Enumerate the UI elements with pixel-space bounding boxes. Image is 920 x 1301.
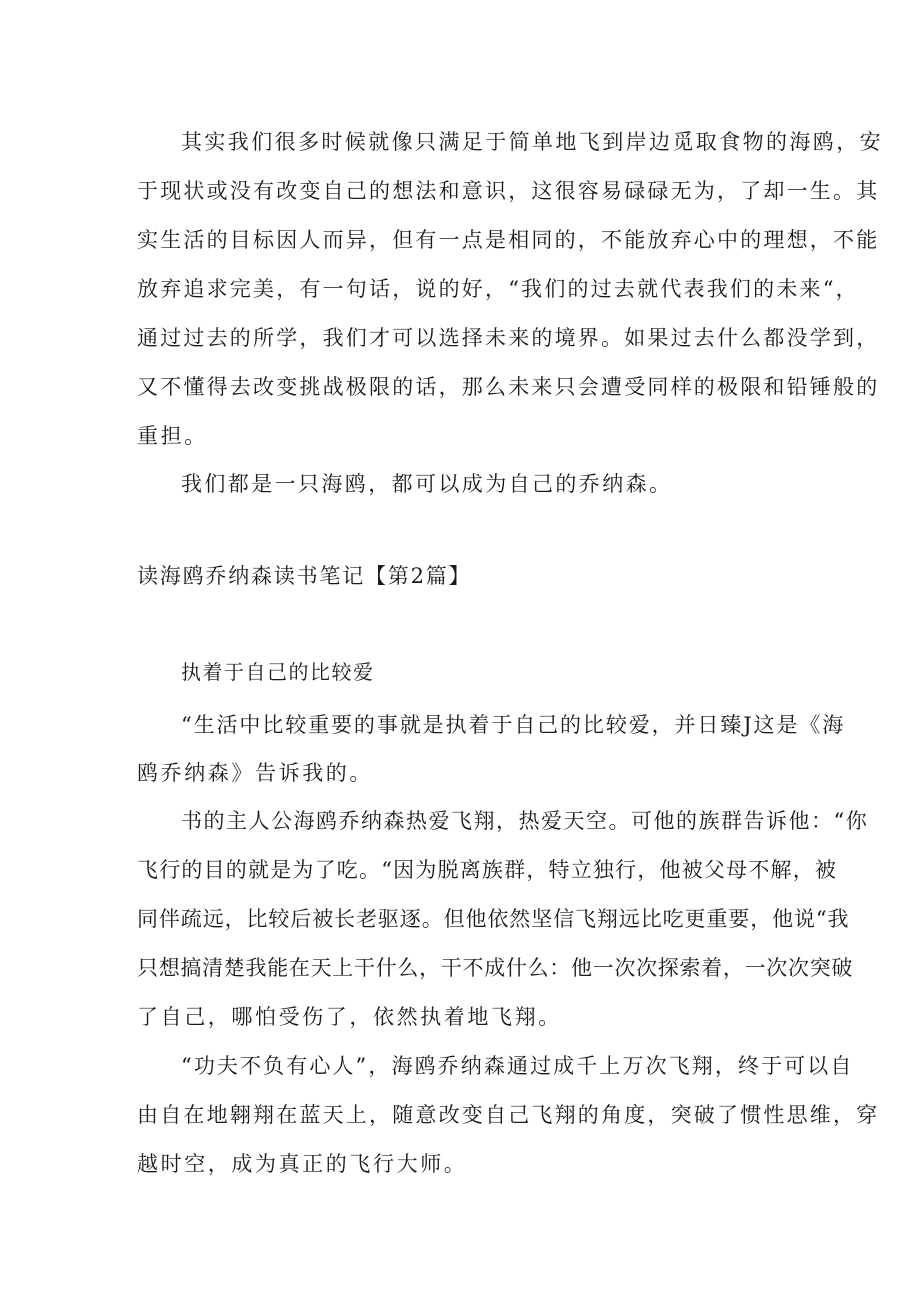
section-subtitle: 执着于自己的比较爱 bbox=[181, 660, 375, 684]
paragraph-5-line-3: 越时空，成为真正的飞行大师。 bbox=[137, 1152, 468, 1176]
paragraph-4-line-3: 同伴疏远，比较后被长老驱逐。但他依然坚信飞翔远比吃更重要，他说“我 bbox=[137, 907, 850, 931]
paragraph-1-line-1: 其实我们很多时候就像只满足于简单地飞到岸边觅取食物的海鸥，安 bbox=[181, 130, 883, 154]
paragraph-3-line-1: “生活中比较重要的事就是执着于自己的比较爱，并日臻J这是《海 bbox=[181, 713, 846, 737]
paragraph-1-line-7: 重担。 bbox=[137, 424, 208, 448]
paragraph-4-line-5: 了自己，哪怕受伤了，依然执着地飞翔。 bbox=[137, 1005, 562, 1029]
paragraph-1-line-3: 实生活的目标因人而异，但有一点是相同的，不能放弃心中的理想，不能 bbox=[137, 228, 880, 252]
paragraph-1-line-5: 通过过去的所学，我们才可以选择未来的境界。如果过去什么都没学到， bbox=[137, 326, 880, 350]
paragraph-2-line-1: 我们都是一只海鸥，都可以成为自己的乔纳森。 bbox=[181, 472, 673, 496]
paragraph-4-line-2: 飞行的目的就是为了吃。“因为脱离族群，特立独行，他被父母不解，被 bbox=[137, 858, 838, 882]
paragraph-1-line-4: 放弃追求完美，有一句话，说的好，“我们的过去就代表我们的未来“， bbox=[137, 277, 859, 301]
paragraph-4-line-1: 书的主人公海鸥乔纳森热爱飞翔，热爱天空。可他的族群告诉他：“你 bbox=[181, 809, 869, 833]
paragraph-5-line-1: “功夫不负有心人”，海鸥乔纳森通过成千上万次飞翔，终于可以自 bbox=[181, 1054, 854, 1078]
paragraph-4-line-4: 只想搞清楚我能在天上干什么，干不成什么：他一次次探索着，一次次突破 bbox=[137, 956, 854, 980]
paragraph-5-line-2: 由自在地翱翔在蓝天上，随意改变自己飞翔的角度，突破了惯性思维，穿 bbox=[137, 1103, 880, 1127]
paragraph-3-line-2: 鸥乔纳森》告诉我的。 bbox=[137, 761, 373, 785]
paragraph-1-line-2: 于现状或没有改变自己的想法和意识，这很容易碌碌无为，了却一生。其 bbox=[137, 179, 880, 203]
paragraph-1-line-6: 又不懂得去改变挑战极限的话，那么未来只会遭受同样的极限和铅锤般的 bbox=[137, 375, 880, 399]
section-heading: 读海鸥乔纳森读书笔记【第2篇】 bbox=[137, 564, 472, 588]
